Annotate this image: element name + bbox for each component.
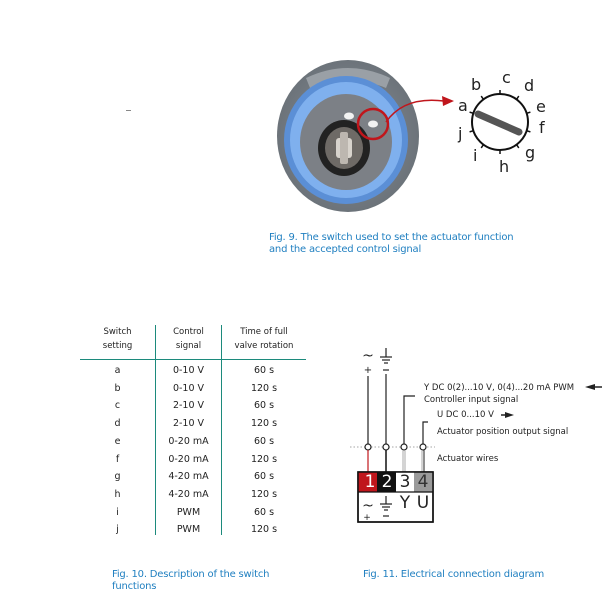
actuator-photo (276, 58, 420, 214)
dial-label-e: e (536, 97, 546, 116)
fig10-caption-line1: Fig. 10. Description of the switch (112, 569, 270, 580)
cell-control-signal: 2-10 V (172, 400, 205, 412)
cell-switch-setting: b (114, 382, 121, 394)
cell-control-signal: 0-10 V (172, 365, 205, 376)
cell-switch-setting: e (114, 435, 121, 447)
cell-rotation-time: 120 s (250, 524, 278, 536)
header-control-signal (156, 325, 221, 358)
cell-switch-setting: a (114, 365, 121, 376)
cell-control-signal: 4-20 mA (168, 471, 209, 483)
cell-rotation-time: 60 s (253, 435, 275, 447)
dial-label-j: j (458, 124, 463, 143)
header-switch-setting (80, 325, 155, 358)
input-signal-label: Controller input signal (424, 395, 519, 405)
fig11-caption: Fig. 11. Electrical connection diagram (363, 569, 544, 580)
svg-text:+: + (363, 513, 371, 523)
header-line: valve rotation (234, 341, 294, 351)
terminal-4: 4 (417, 472, 429, 492)
svg-text:+: + (363, 365, 373, 376)
svg-text:~: ~ (362, 348, 374, 364)
svg-text:~: ~ (362, 498, 374, 514)
cell-rotation-time: 60 s (253, 471, 275, 483)
header-divider (80, 359, 306, 360)
cell-control-signal: 0-20 mA (168, 435, 209, 447)
cell-switch-setting: h (114, 488, 121, 500)
terminal-2: 2 (381, 472, 393, 492)
cell-control-signal: 0-10 V (172, 382, 205, 394)
header-rotation-time (222, 325, 306, 358)
fig10-caption (112, 569, 269, 593)
cell-switch-setting: g (114, 471, 121, 483)
header-line: Control (173, 327, 204, 337)
header-line: Switch (103, 327, 132, 337)
cell-switch-setting: d (114, 418, 121, 430)
wiring-diagram (340, 340, 610, 540)
stray-mark (126, 110, 131, 111)
fig9-caption (269, 232, 513, 256)
dial-label-h: h (499, 157, 510, 176)
cell-switch-setting: i (116, 506, 119, 518)
header-line: Time of full (240, 327, 288, 337)
cell-rotation-time: 120 s (250, 418, 278, 430)
header-line: signal (175, 341, 202, 351)
cell-control-signal: 2-10 V (172, 418, 205, 430)
terminal-symbol-y: Y (399, 493, 411, 513)
terminal-3: 3 (399, 472, 411, 492)
cell-rotation-time: 120 s (250, 453, 278, 465)
callout-arrow (380, 90, 460, 130)
terminal-1: 1 (364, 472, 376, 492)
dial-label-f: f (539, 118, 545, 137)
fig10-caption-line2: functions (112, 581, 157, 592)
dial-label-g: g (525, 143, 536, 162)
actuator-wires-label: Actuator wires (437, 454, 499, 464)
cell-control-signal: PWM (176, 524, 201, 536)
output-signal-label: Actuator position output signal (437, 427, 569, 437)
cell-rotation-time: 60 s (253, 365, 275, 376)
cell-switch-setting: f (115, 453, 120, 465)
cell-control-signal: 4-20 mA (168, 488, 209, 500)
cell-rotation-time: 60 s (253, 400, 275, 412)
input-signal-spec: Y DC 0(2)...10 V, 0(4)...20 mA PWM (424, 383, 575, 393)
cell-rotation-time: 60 s (253, 506, 275, 518)
cell-switch-setting: j (116, 524, 119, 536)
fig9-caption-line2: and the accepted control signal (269, 244, 422, 255)
dial-label-b: b (471, 75, 482, 94)
terminal-symbol-u: U (416, 493, 430, 513)
cell-switch-setting: c (114, 400, 121, 412)
dial-label-c: c (502, 68, 511, 87)
cell-rotation-time: 120 s (250, 382, 278, 394)
fig9-caption-line1: Fig. 9. The switch used to set the actuator function (269, 232, 514, 243)
cell-control-signal: PWM (176, 506, 201, 518)
dial-label-d: d (524, 76, 535, 95)
dial-label-i: i (473, 146, 478, 165)
header-line: setting (102, 341, 133, 351)
cell-rotation-time: 120 s (250, 488, 278, 500)
dial-label-a: a (458, 96, 468, 115)
cell-control-signal: 0-20 mA (168, 453, 209, 465)
output-signal-spec: U DC 0...10 V (437, 410, 494, 420)
